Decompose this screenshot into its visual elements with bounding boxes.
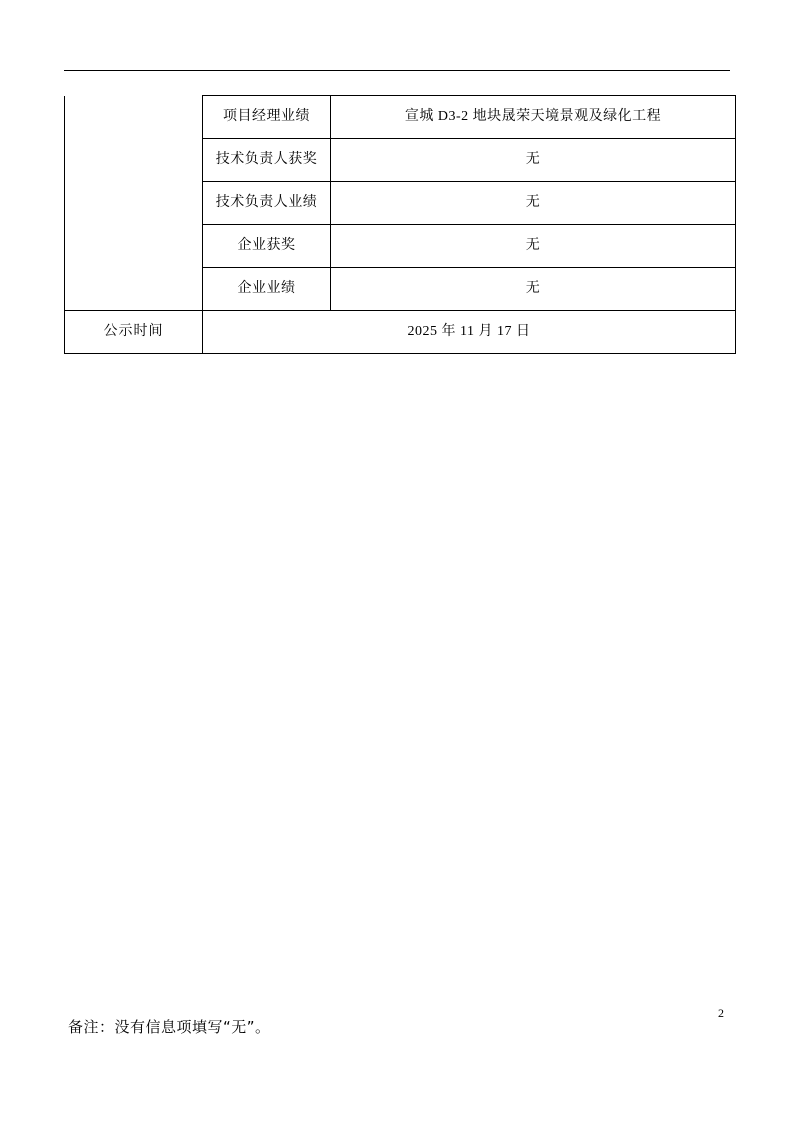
row-label: 技术负责人获奖 <box>203 139 331 182</box>
row-value: 宣城 D3-2 地块晟荣天境景观及绿化工程 <box>331 96 736 139</box>
table-row-publicity-time <box>65 311 736 354</box>
row-value: 无 <box>331 268 736 311</box>
row-group-stub-cell <box>65 96 203 311</box>
row-label: 企业业绩 <box>203 268 331 311</box>
row-value: 无 <box>331 182 736 225</box>
page-number: 2 <box>718 1006 724 1020</box>
row-label: 技术负责人业绩 <box>203 182 331 225</box>
row-label: 企业获奖 <box>203 225 331 268</box>
publicity-time-label: 公示时间 <box>65 311 203 354</box>
footnote-text: 备注：没有信息项填写“无”。 <box>68 1018 271 1036</box>
header-divider <box>64 70 730 71</box>
row-value: 无 <box>331 139 736 182</box>
table-row <box>65 96 736 139</box>
publicity-info-table <box>64 95 736 354</box>
row-value: 无 <box>331 225 736 268</box>
publicity-time-value: 2025 年 11 月 17 日 <box>203 311 736 354</box>
row-label: 项目经理业绩 <box>203 96 331 139</box>
